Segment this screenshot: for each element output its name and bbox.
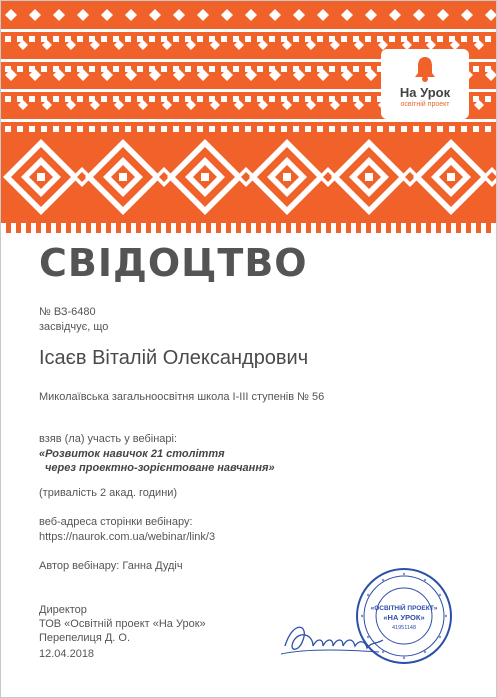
- certificate-title: СВІДОЦТВО: [39, 241, 308, 285]
- webinar-title-line1: «Розвиток навичок 21 століття: [39, 448, 225, 460]
- duration-text: (тривалість 2 акад. години): [39, 487, 178, 499]
- webpage-url[interactable]: https://naurok.com.ua/webinar/link/3: [39, 531, 216, 543]
- stamp-code: 41951148: [391, 625, 417, 631]
- webinar-title-line2: через проектно-зорієнтоване навчання»: [45, 462, 275, 474]
- school-name: Миколаївська загальноосвітня школа І-ІІІ ступенів № 56: [39, 391, 325, 403]
- certificate-date: 12.04.2018: [39, 648, 95, 660]
- signer-name: Перепелиця Д. О.: [39, 632, 131, 644]
- signer-role: Директор: [39, 604, 87, 616]
- logo-title: На Урок: [399, 85, 451, 100]
- stamp-line1: «ОСВІТНІЙ ПРОЕКТ»: [370, 605, 438, 612]
- bell-icon: [412, 55, 438, 83]
- recipient-name: Ісаєв Віталій Олександрович: [39, 347, 309, 369]
- webpage-label: веб-адреса сторінки вебінару:: [39, 516, 193, 528]
- signature: [279, 616, 387, 664]
- participation-text: взяв (ла) участь у вебінарі:: [39, 433, 178, 445]
- webinar-author: Автор вебінару: Ганна Дудіч: [39, 560, 183, 572]
- logo-subtitle: освітній проект: [400, 101, 450, 108]
- naurok-logo: [381, 49, 469, 119]
- certificate-number: № ВЗ-6480: [39, 306, 96, 318]
- signer-organization: ТОВ «Освітній проект «На Урок»: [39, 618, 206, 630]
- stamp-line2: «НА УРОК»: [383, 613, 425, 622]
- certifies-text: засвідчує, що: [39, 321, 109, 333]
